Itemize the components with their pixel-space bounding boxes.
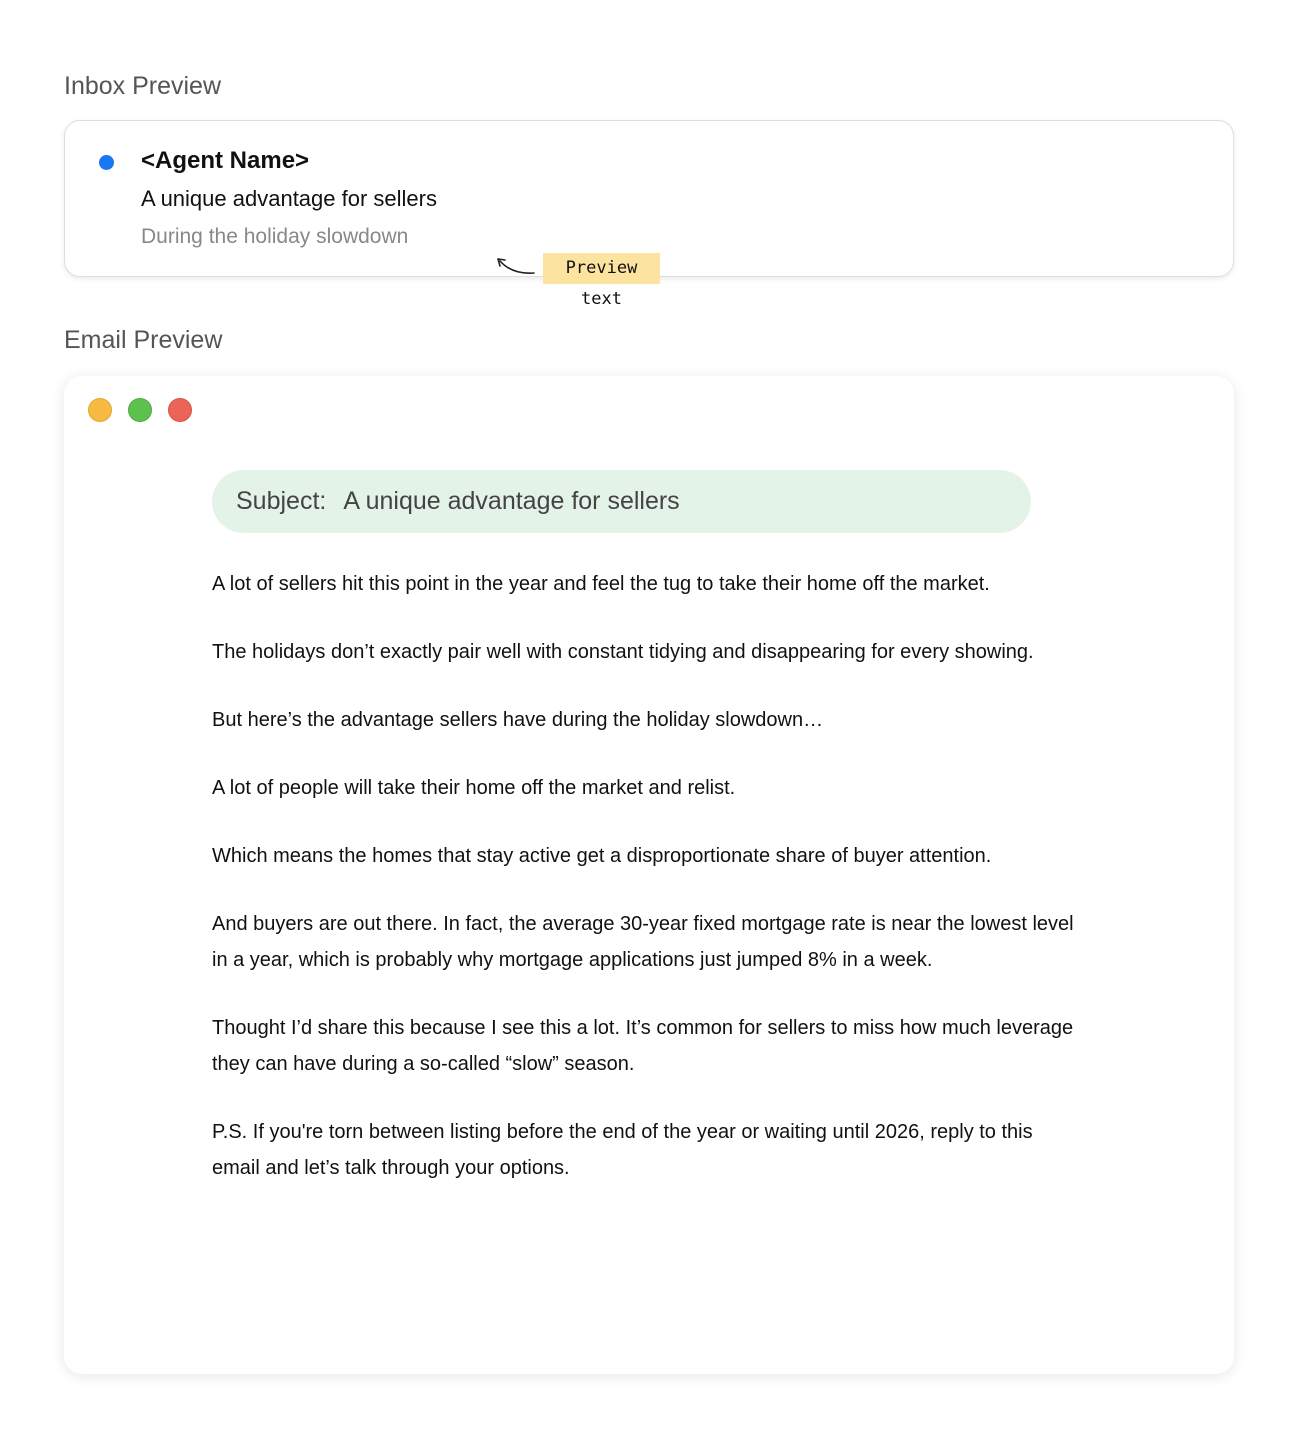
minimize-window-icon[interactable] — [88, 398, 112, 422]
email-paragraph: Thought I’d share this because I see this a lot. It’s common for sellers to miss how much leverage they can have during a so-called “slow” season. — [212, 1017, 1074, 1075]
subject-key-label: Subject: — [236, 487, 327, 515]
email-preview-heading: Email Preview — [64, 326, 223, 354]
email-body — [212, 566, 1082, 1218]
email-paragraph: A lot of people will take their home off the market and relist. — [212, 777, 736, 799]
subject-value: A unique advantage for sellers — [343, 487, 680, 515]
email-paragraph: Which means the homes that stay active get a disproportionate share of buyer attention. — [212, 845, 992, 867]
email-paragraph: The holidays don’t exactly pair well with constant tidying and disappearing for every showing. — [212, 641, 1034, 663]
maximize-window-icon[interactable] — [128, 398, 152, 422]
inbox-preview-heading: Inbox Preview — [64, 72, 222, 100]
close-window-icon[interactable] — [168, 398, 192, 422]
inbox-preview-text: During the holiday slowdown — [141, 225, 409, 248]
email-paragraph: P.S. If you're torn between listing before the end of the year or waiting until 2026, reply to this email and let’s talk through your options. — [212, 1121, 1033, 1179]
preview-text-annotation: Preview text — [543, 253, 660, 284]
inbox-subject: A unique advantage for sellers — [141, 186, 437, 211]
email-paragraph: And buyers are out there. In fact, the average 30-year fixed mortgage rate is near the lowest level in a year, which is probably why mortgage applications just jumped 8% in a week. — [212, 913, 1074, 971]
sender-name: <Agent Name> — [141, 147, 310, 174]
email-preview-window — [64, 376, 1234, 1374]
email-paragraph: But here’s the advantage sellers have during the holiday slowdown… — [212, 709, 824, 731]
unread-dot-icon — [99, 155, 114, 170]
email-subject-bar — [212, 470, 1031, 533]
curved-arrow-icon — [494, 252, 538, 280]
email-paragraph: A lot of sellers hit this point in the year and feel the tug to take their home off the market. — [212, 573, 990, 595]
